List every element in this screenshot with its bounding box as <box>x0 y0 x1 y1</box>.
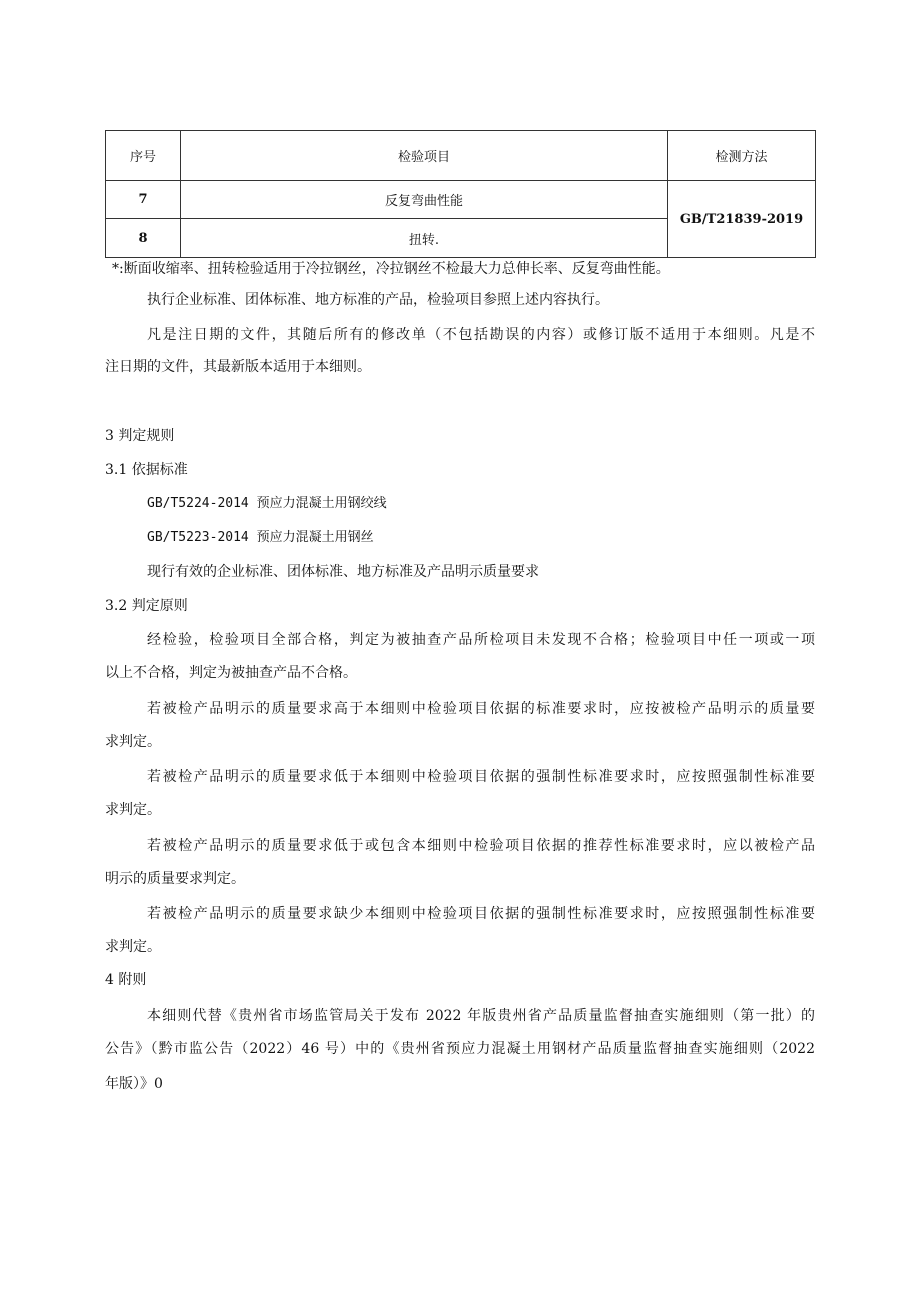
row-serial: 7 <box>106 181 181 219</box>
table-row <box>106 181 816 219</box>
table-header-row <box>106 131 816 181</box>
section-4-line1: 本细则代替《贵州省市场监管局关于发布 2022 年版贵州省产品质量监督抽查实施细则（第一批）的 <box>147 1008 815 1024</box>
principle-5-line2: 求判定。 <box>105 939 161 955</box>
header-method: 检测方法 <box>668 131 816 181</box>
principle-4-line1: 若被检产品明示的质量要求低于或包含本细则中检验项目依据的推荐性标准要求时，应以被检产品 <box>147 838 815 854</box>
principle-4-line2: 明示的质量要求判定。 <box>105 871 245 887</box>
principle-3-line1: 若被检产品明示的质量要求低于本细则中检验项目依据的强制性标准要求时，应按照强制性标准要 <box>147 769 815 785</box>
para-dated-line2: 注日期的文件，其最新版本适用于本细则。 <box>105 359 371 375</box>
para-dated-line1: 凡是注日期的文件，其随后所有的修改单（不包括勘误的内容）或修订版不适用于本细则。凡是不 <box>147 327 815 343</box>
section-3-1-heading: 3.1 依据标准 <box>105 462 188 478</box>
principle-2-line2: 求判定。 <box>105 734 161 750</box>
section-3-heading: 3 判定规则 <box>105 428 175 444</box>
section-4-line2: 公告》（黔市监公告（2022）46 号）中的《贵州省预应力混凝土用钢材产品质量监督抽查实施细则（2022 <box>105 1041 815 1057</box>
row-method: GB/T21839-2019 <box>668 181 816 258</box>
principle-3-line2: 求判定。 <box>105 802 161 818</box>
row-item: 反复弯曲性能 <box>181 181 668 219</box>
header-serial: 序号 <box>106 131 181 181</box>
principle-2-line1: 若被检产品明示的质量要求高于本细则中检验项目依据的标准要求时，应按被检产品明示的质量要 <box>147 701 815 717</box>
section-4-heading: 4 附则 <box>105 972 147 988</box>
standard-other: 现行有效的企业标准、团体标准、地方标准及产品明示质量要求 <box>147 564 539 580</box>
principle-5-line1: 若被检产品明示的质量要求缺少本细则中检验项目依据的强制性标准要求时，应按照强制性标准要 <box>147 906 815 922</box>
table-note: *:断面收缩率、扭转检验适用于冷拉钢丝，冷拉钢丝不检最大力总伸长率、反复弯曲性能。 <box>112 261 670 277</box>
inspection-table <box>105 130 816 258</box>
principle-1-line1: 经检验，检验项目全部合格，判定为被抽查产品所检项目未发现不合格；检验项目中任一项或一项 <box>147 632 815 648</box>
section-3-2-heading: 3.2 判定原则 <box>105 598 188 614</box>
standard-gb5224: GB/T5224-2014 预应力混凝土用钢绞线 <box>147 496 387 511</box>
section-4-line3: 年版）》0 <box>105 1076 163 1092</box>
principle-1-line2: 以上不合格，判定为被抽查产品不合格。 <box>105 665 357 681</box>
header-item: 检验项目 <box>181 131 668 181</box>
row-serial: 8 <box>106 219 181 258</box>
para-enterprise-standard: 执行企业标准、团体标准、地方标准的产品，检验项目参照上述内容执行。 <box>147 292 609 308</box>
row-item: 扭转. <box>181 219 668 258</box>
standard-gb5223: GB/T5223-2014 预应力混凝土用钢丝 <box>147 530 374 545</box>
